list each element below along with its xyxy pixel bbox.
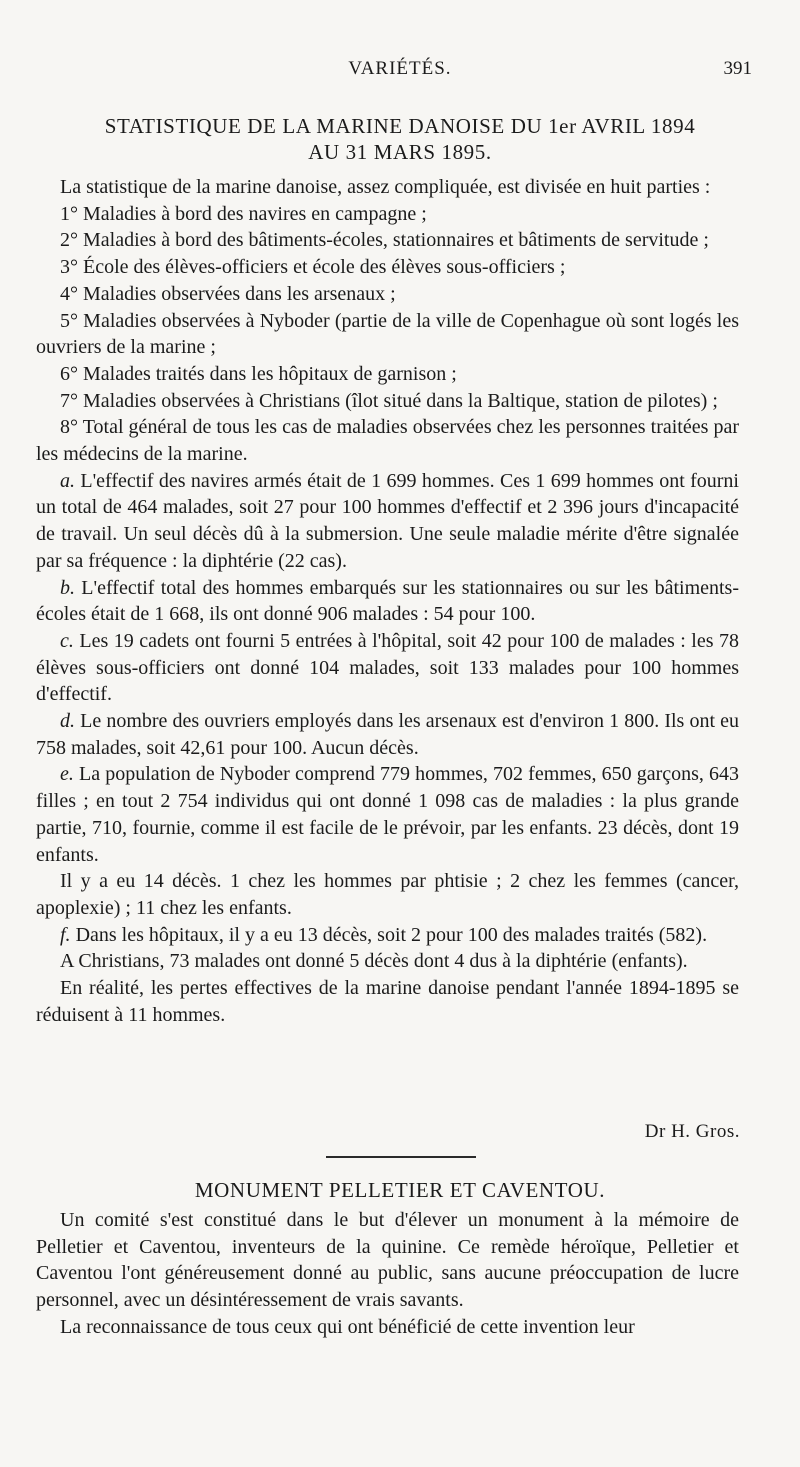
section-letter: c. [60,629,74,652]
article-body [36,1207,739,1341]
article-title: MONUMENT PELLETIER ET CAVENTOU. [194,1178,606,1202]
paragraph: A Christians, 73 malades ont donné 5 décès dont 4 dus à la diphtérie (enfants). [60,950,688,973]
section-letter: a. [60,469,75,492]
article-body [36,174,739,1029]
list-item: 1° Maladies à bord des navires en campagne ; [60,202,427,225]
paragraph: d. Le nombre des ouvriers employés dans les arsenaux est d'environ 1 800. Ils ont eu 758 malades, soit 42,61 pour 100. Aucun décès. [36,710,739,759]
paragraph: En réalité, les pertes effectives de la marine danoise pendant l'année 1894-1895 se réduisent à 11 hommes. [36,977,739,1026]
paragraph: Un comité s'est constitué dans le but d'élever un monument à la mémoire de Pelletier et Caventou, inventeurs de la quinine. Ce remède héroïque, Pelletier et Caventou l'ont généreusement donné au public, sans aucune préoccupation de lucre personnel, avec un désintéressement de vrais savants. [36,1209,739,1312]
running-head-title: VARIÉTÉS. [348,58,452,79]
paragraph: La statistique de la marine danoise, assez compliquée, est divisée en huit parties : [60,176,711,198]
paragraph: f. Dans les hôpitaux, il y a eu 13 décès, soit 2 pour 100 des malades traités (582). [60,923,708,946]
list-item: 3° École des élèves-officiers et école des élèves sous-officiers ; [60,256,566,279]
author-signature: Dr H. Gros. [644,1121,740,1142]
paragraph: a. L'effectif des navires armés était de 1 699 hommes. Ces 1 699 hommes ont fourni un total de 464 malades, soit 27 pour 100 hommes d'effectif et 2 396 jours d'incapacité de travail. Un seul décès dû à la submersion. Une seule maladie mérite d'être signalée par sa fréquence : la diphtérie (22 cas). [36,469,739,572]
paragraph: b. L'effectif total des hommes embarqués sur les stationnaires ou sur les bâtiments-écoles était de 1 668, ils ont donné 906 malades : 54 pour 100. [36,576,739,626]
section-letter: e. [60,763,74,786]
list-item: 4° Maladies observées dans les arsenaux ; [60,282,396,305]
section-letter: b. [60,576,75,599]
paragraph: Il y a eu 14 décès. 1 chez les hommes par phtisie ; 2 chez les femmes (cancer, apoplexie) ; 11 chez les enfants. [36,870,739,919]
section-letter: f. [60,923,71,946]
list-item: 6° Malades traités dans les hôpitaux de garnison ; [60,362,457,385]
list-item: 7° Maladies observées à Christians (îlot situé dans la Baltique, station de pilotes) ; [60,389,718,412]
section-divider [326,1156,476,1158]
article-title-line-2: AU 31 MARS 1895. [308,140,492,164]
running-head [0,58,800,88]
paragraph: e. La population de Nyboder comprend 779 hommes, 702 femmes, 650 garçons, 643 filles ; en tout 2 754 individus qui ont donné 1 098 cas de maladies : la plus grande partie, 710, fournie, comme il est facile de le prévoir, par les enfants. 23 décès, dont 19 enfants. [36,763,739,866]
section-letter: d. [60,710,75,733]
list-item: 5° Maladies observées à Nyboder (partie de la ville de Copenhague où sont logés les ouvriers de la marine ; [36,309,739,359]
paragraph: La reconnaissance de tous ceux qui ont bénéficié de cette invention leur [60,1315,635,1338]
list-item: 8° Total général de tous les cas de maladies observées chez les personnes traitées par les médecins de la marine. [36,416,739,466]
article-title-line-1: STATISTIQUE DE LA MARINE DANOISE DU 1er AVRIL 1894 [104,114,696,138]
paragraph: c. Les 19 cadets ont fourni 5 entrées à l'hôpital, soit 42 pour 100 de malades : les 78 élèves sous-officiers ont donné 104 malades, soit 133 malades pour 100 hommes d'effectif. [36,629,739,706]
page-number: 391 [723,58,752,79]
list-item: 2° Maladies à bord des bâtiments-écoles, stationnaires et bâtiments de servitude ; [60,229,709,252]
